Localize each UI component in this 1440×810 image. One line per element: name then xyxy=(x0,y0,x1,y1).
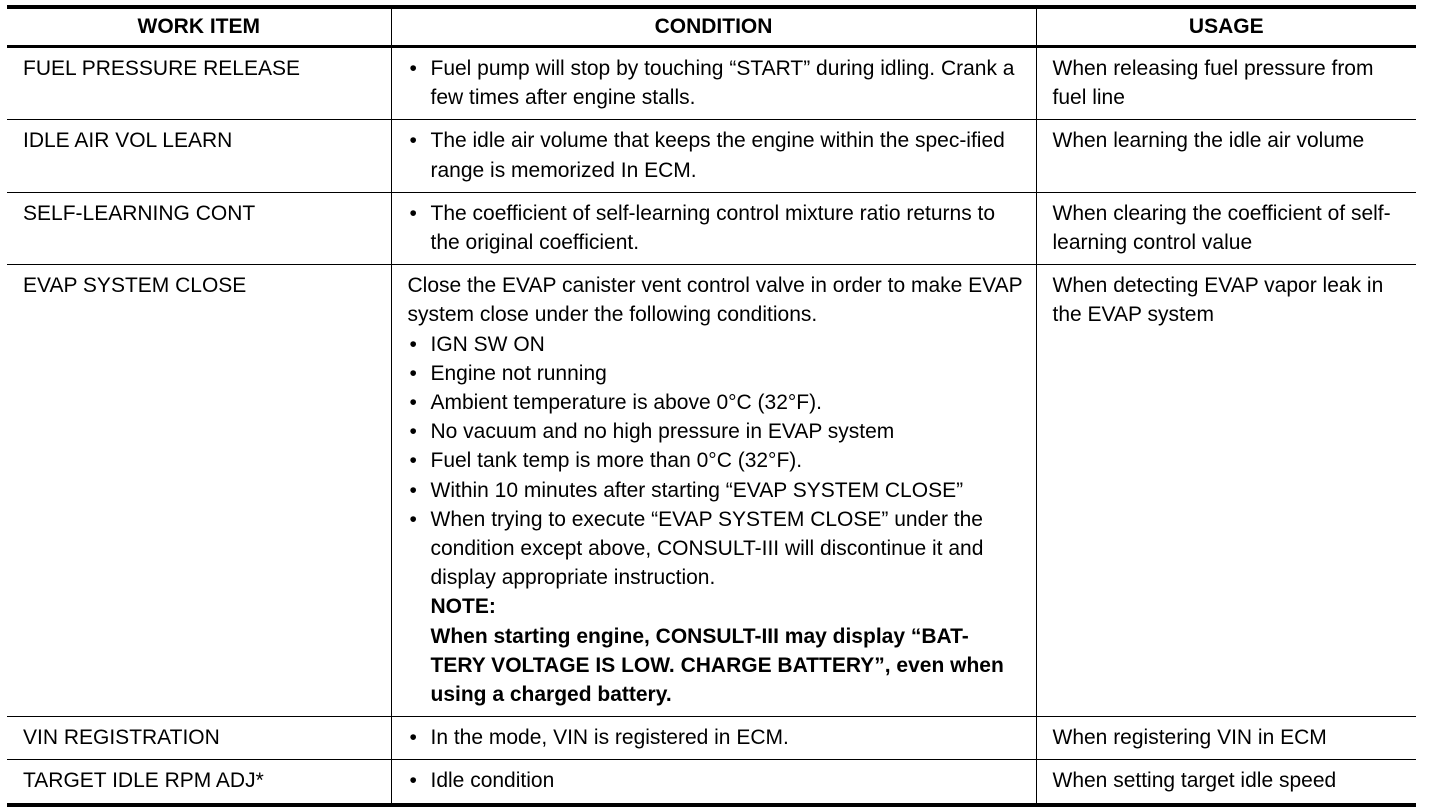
condition-bullet: • IGN SW ON xyxy=(408,330,1024,359)
condition-bullet: • Idle condition xyxy=(408,766,1024,795)
condition-bullet: • The coefficient of self-learning control mixture ratio returns to the original coefficient. xyxy=(408,199,1024,257)
work-support-table xyxy=(7,5,1416,807)
condition-bullet: • When trying to execute “EVAP SYSTEM CLOSE” under the condition except above, CONSULT-III will discontinue it and display appropriate instruction. xyxy=(408,505,1024,593)
table-row xyxy=(7,47,1416,120)
work-item-cell: EVAP SYSTEM CLOSE xyxy=(7,265,391,717)
condition-bullet: • In the mode, VIN is registered in ECM. xyxy=(408,723,1024,752)
header-usage: USAGE xyxy=(1036,7,1416,47)
header-work-item: WORK ITEM xyxy=(7,7,391,47)
work-item-cell: SELF-LEARNING CONT xyxy=(7,192,391,264)
work-item-cell: FUEL PRESSURE RELEASE xyxy=(23,57,300,80)
condition-list xyxy=(408,199,1024,257)
table-row xyxy=(7,717,1416,760)
condition-bullet: • Fuel pump will stop by touching “START” during idling. Crank a few times after engine stalls. xyxy=(408,54,1024,112)
condition-bullet: • Ambient temperature is above 0°C (32°F). xyxy=(408,388,1024,417)
condition-cell xyxy=(391,717,1036,760)
usage-cell: When learning the idle air volume xyxy=(1036,120,1416,192)
condition-bullet: • The idle air volume that keeps the engine within the spec-ified range is memorized In ECM. xyxy=(408,126,1024,184)
usage-cell: When releasing fuel pressure from fuel line xyxy=(1036,47,1416,120)
condition-bullet: • Fuel tank temp is more than 0°C (32°F). xyxy=(408,446,1024,475)
condition-bullet: • Engine not running xyxy=(408,359,1024,388)
condition-cell xyxy=(391,265,1036,717)
condition-list xyxy=(408,126,1024,184)
work-item-cell: IDLE AIR VOL LEARN xyxy=(7,120,391,192)
usage-cell: When setting target idle speed xyxy=(1036,760,1416,805)
header-condition: CONDITION xyxy=(391,7,1036,47)
condition-list xyxy=(408,723,1024,752)
condition-list xyxy=(408,766,1024,795)
work-item-cell: VIN REGISTRATION xyxy=(7,717,391,760)
usage-cell: When detecting EVAP vapor leak in the EVAP system xyxy=(1036,265,1416,717)
condition-cell xyxy=(391,47,1036,120)
condition-bullet: • No vacuum and no high pressure in EVAP system xyxy=(408,417,1024,446)
table-row xyxy=(7,760,1416,805)
condition-list xyxy=(408,330,1024,593)
note-label: NOTE: xyxy=(430,595,496,619)
table-row xyxy=(7,192,1416,264)
usage-cell: When registering VIN in ECM xyxy=(1036,717,1416,760)
condition-intro: Close the EVAP canister vent control valve in order to make EVAP system close under the following conditions. xyxy=(407,274,1023,327)
condition-bullet: • Within 10 minutes after starting “EVAP SYSTEM CLOSE” xyxy=(408,476,1024,505)
note-text: When starting engine, CONSULT-III may display “BAT-TERY VOLTAGE IS LOW. CHARGE BATTERY”, even when using a charged battery. xyxy=(430,624,1004,707)
table-header-row xyxy=(7,7,1416,47)
condition-cell xyxy=(391,120,1036,192)
condition-list xyxy=(408,54,1024,112)
work-item-cell: TARGET IDLE RPM ADJ* xyxy=(7,760,391,805)
usage-cell: When clearing the coefficient of self-learning control value xyxy=(1036,192,1416,264)
condition-cell xyxy=(391,760,1036,805)
condition-cell xyxy=(391,192,1036,264)
table-row xyxy=(7,120,1416,192)
table-row xyxy=(7,265,1416,717)
